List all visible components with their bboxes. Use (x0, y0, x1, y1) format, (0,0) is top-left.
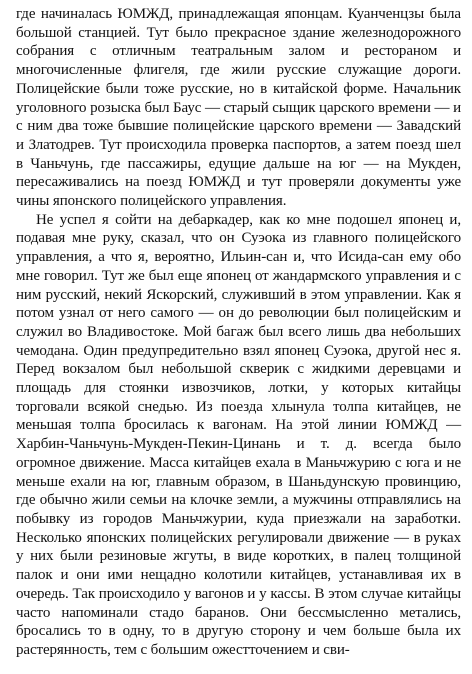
paragraph-1: где начиналась ЮМЖД, принадлежащая японцам. Куанченцзы была большой станцией. Тут было прекрасное здание железнодорожного собрания с отличным театральным залом и рестораном и многочисленные флигеля, где жили русские служащие дороги. Полицейские были тоже русские, но в китайской форме. Начальник уголовного розыска был Баус — старый сыщик царского времени — и с ним два тоже бывшие полицейские царского времени — Завадский и Златодрев. Тут происходила проверка паспортов, а затем поезд шел в Чаньчунь, где пассажиры, едущие дальше на юг — на Мукден, пересаживались на поезд ЮМЖД и тут проверяли документы уже чины японского полицейского управления. (16, 6, 461, 210)
document-page (16, 5, 461, 660)
paragraph-2: Не успел я сойти на дебаркадер, как ко мне подошел японец и, подавая мне руку, сказал, что он Суэока из главного полицейского управления, а что я, вероятно, Ильин-сан и, что Исида-сан ему обо мне говорил. Тут же был еще японец от жандармского управления и с ним русский, некий Яскорский, служивший в этом управлении. Как я потом узнал от него самого — он до революции был полицейским и служил во Владивостоке. Мой багаж был всего лишь два небольших чемодана. Один предупредительно взял японец Суэока, другой нес я. Перед вокзалом был небольшой скверик с жидкими деревцами и площадь для стоянки извозчиков, лотки, у которых китайцы торговали всякой снедью. Из поезда хлынула толпа китайцев, не меньшая толпа бросилась к вагонам. На этой линии ЮМЖД — Харбин-Чаньчунь-Мукден-Пекин-Цинань и т. д. всегда было огромное движение. Масса китайцев ехала в Маньчжурию с юга и не меньше ехали на юг, главным образом, в Шаньдунскую провинцию, где обычно жили семьи на клочке земли, а мужчины отправлялись на побывку из городов Маньчжурии, куда приезжали на заработки. Несколько японских полицейских регулировали движение — в руках у них были резиновые жгуты, в виде коротких, в палец толщиной палок и они ими нещадно колотили китайцев, устанавливая их в очередь. Так происходило у вагонов и у кассы. В этом случае китайцы часто напоминали стадо баранов. Они бессмысленно метались, бросались то в одну, то в другую сторону и чем больше была их растерянность, тем с большим ожестточением и сви- (16, 211, 461, 658)
